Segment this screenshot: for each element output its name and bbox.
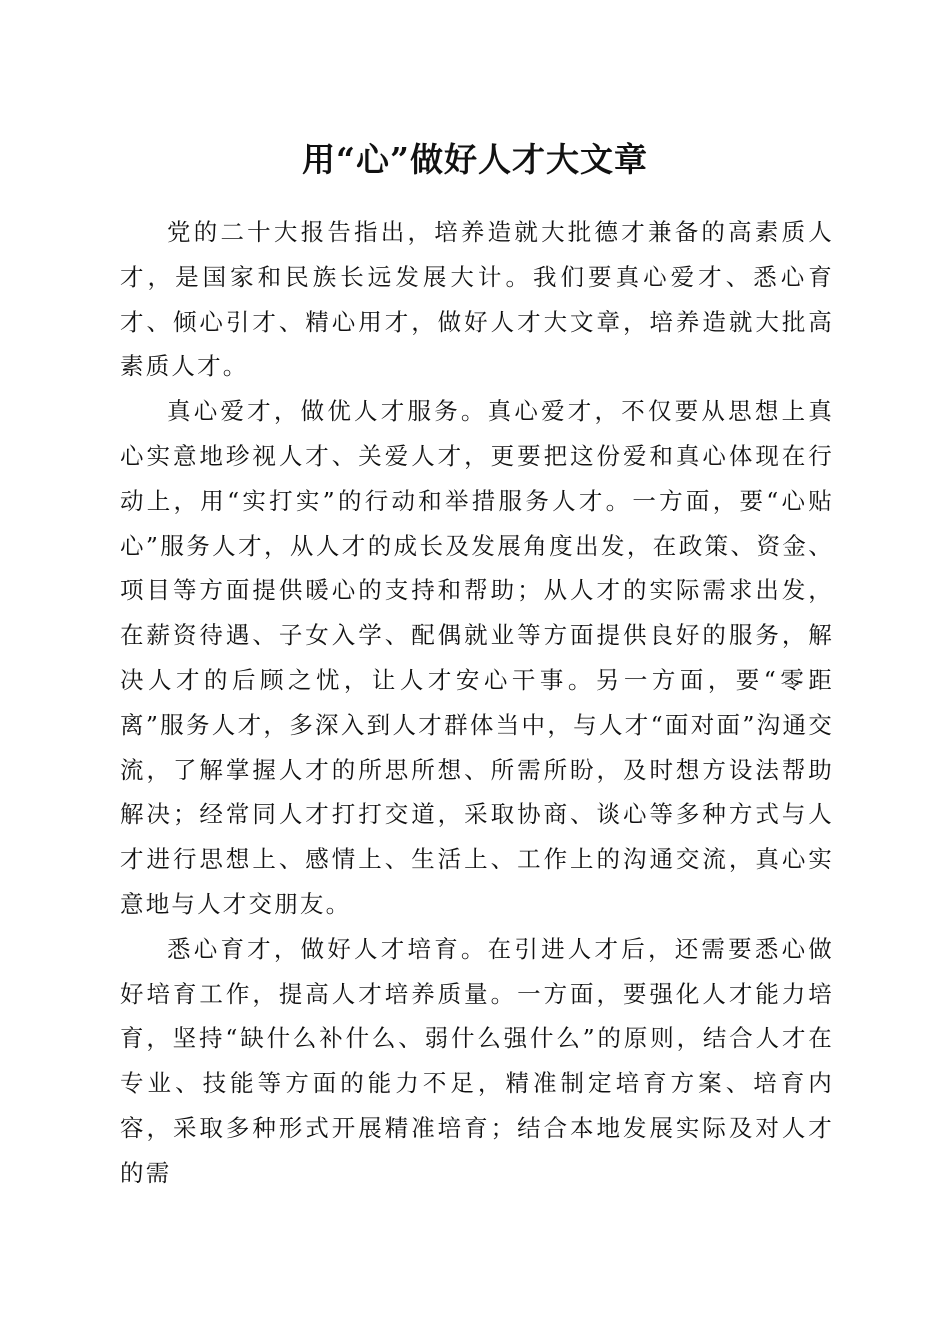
- paragraph-intro: 党的二十大报告指出，培养造就大批德才兼备的高素质人才，是国家和民族长远发展大计。我们要真心爱才、悉心育才、倾心引才、精心用才，做好人才大文章，培养造就大批高素质人才。: [120, 218, 834, 381]
- document-body: [120, 210, 834, 1196]
- document-title: 用“心”做好人才大文章: [302, 140, 648, 179]
- paragraph-cultivate-talent: 悉心育才，做好人才培育。在引进人才后，还需要悉心做好培育工作，提高人才培养质量。一方面，要强化人才能力培育，坚持“缺什么补什么、弱什么强什么”的原则，结合人才在专业、技能等方面的能力不足，精准制定培育方案、培育内容，采取多种形式开展精准培育；结合本地发展实际及对人才的需: [120, 934, 834, 1187]
- paragraph-sincere-care: 真心爱才，做优人才服务。真心爱才，不仅要从思想上真心实意地珍视人才、关爱人才，更要把这份爱和真心体现在行动上，用“实打实”的行动和举措服务人才。一方面，要“心贴心”服务人才，从人才的成长及发展角度出发，在政策、资金、项目等方面提供暖心的支持和帮助；从人才的实际需求出发，在薪资待遇、子女入学、配偶就业等方面提供良好的服务，解决人才的后顾之忧，让人才安心干事。另一方面，要“零距离”服务人才，多深入到人才群体当中，与人才“面对面”沟通交流，了解掌握人才的所思所想、所需所盼，及时想方设法帮助解决；经常同人才打打交道，采取协商、谈心等多种方式与人才进行思想上、感情上、生活上、工作上的沟通交流，真心实意地与人才交朋友。: [120, 397, 834, 918]
